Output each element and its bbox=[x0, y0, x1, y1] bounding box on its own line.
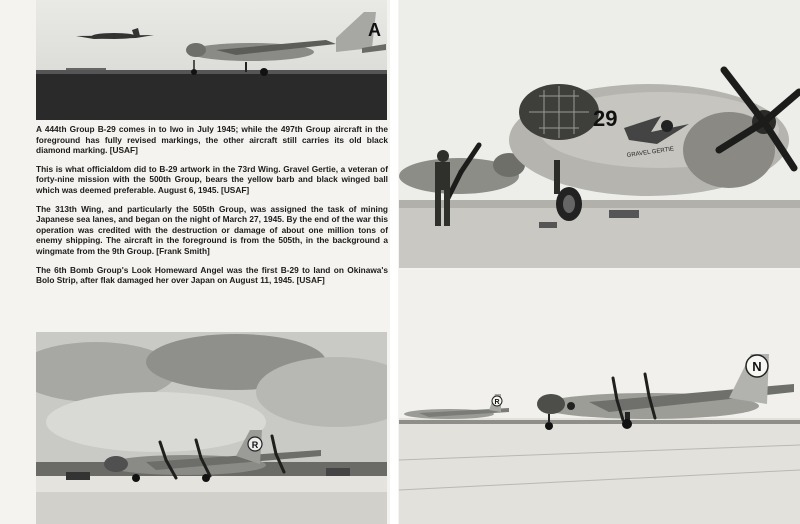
tail-letter-n: N bbox=[752, 359, 762, 374]
caption-look-homeward-angel: The 6th Bomb Group's Look Homeward Angel was the first B-29 to land on Okinawa's Bolo Strip, after flak damaged her over Japan on August 11, 1945. [USAF] bbox=[36, 264, 388, 286]
photo-look-homeward-angel bbox=[399, 270, 800, 524]
nose-art-gravel-gertie: GRAVEL GERTIE bbox=[626, 146, 675, 159]
page-gutter bbox=[390, 0, 398, 524]
tail-letter-r: R bbox=[251, 440, 259, 450]
tail-letter-r-background: R bbox=[494, 399, 500, 406]
caption-313th-wing-mining: The 313th Wing, and particularly the 505th Group, was assigned the task of mining Japanese sea lanes, and began on the night of March 27, 1945. By the end of the war this operation was credited with the destruction or damage of about one million tons of enemy shipping. The aircraft in the foreground is from the 505th, in the background a wingmate from the 9th Group. [Frank Smith] bbox=[36, 203, 388, 256]
tail-letter-a: A bbox=[368, 20, 381, 40]
photo-gravel-gertie bbox=[399, 0, 800, 268]
photo-313th-wing-b29 bbox=[36, 332, 387, 524]
caption-gravel-gertie: This is what officialdom did to B-29 artwork in the 73rd Wing. Gravel Gertie, a veteran of forty-nine mission with the 500th Group, bears the yellow barb and black winged ball which was deemed preferable. August 6, 1945. [USAF] bbox=[36, 163, 388, 195]
caption-iwo-landing: A 444th Group B-29 comes in to Iwo in July 1945; while the 497th Group aircraft in the foreground has fully revised markings, the other aircraft still carries its old black diamond marking. [USAF] bbox=[36, 124, 388, 156]
photo-b29-landing-iwo bbox=[36, 0, 387, 120]
caption-block bbox=[36, 124, 388, 294]
nose-number-29: 29 bbox=[593, 106, 618, 131]
